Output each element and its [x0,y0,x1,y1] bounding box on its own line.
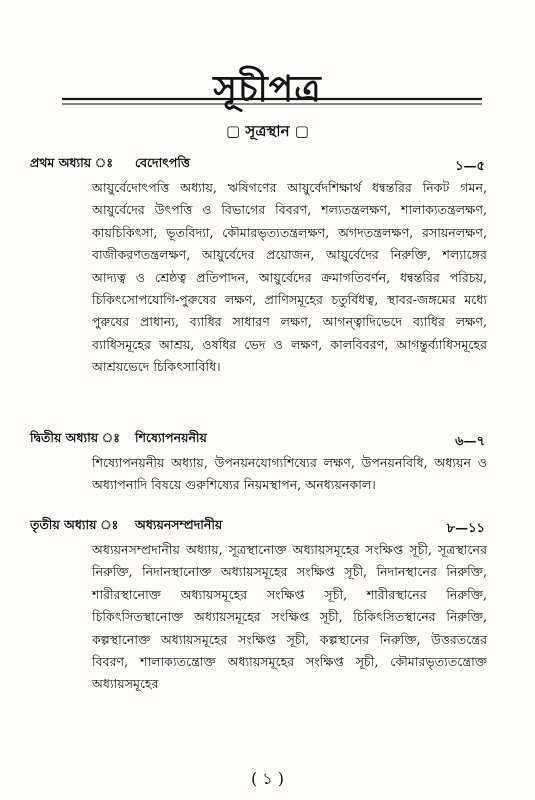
chapter-heading [0,155,535,177]
chapter-contents: শিষ্যোপনয়নীয় অধ্যায়, উপনয়নযোগ্যশিষ্যের লক্ষণ, উপনয়নবিধি, অধ্যয়ন ও অধ্যাপনাদি বিষয়ে গুরুশিষ্যের নিয়মস্থাপন, অনধ্যয়নকাল। [92,455,487,493]
chapter-page-range: ৮—১১ [446,521,485,536]
chapter-entry-1 [0,155,535,379]
chapter-topic: অধ্যয়নসম্প্রদানীয় [135,517,223,532]
chapter-label: তৃতীয় অধ্যায় ঃ [30,517,119,532]
chapter-heading [0,517,535,539]
chapter-topic: বেদোৎপত্তি [135,155,190,170]
chapter-entry-3 [0,517,535,696]
chapter-label: প্রথম অধ্যায় ঃ [30,155,113,170]
chapter-topic: শিষ্যোপনয়নীয় [135,430,207,445]
chapter-label: দ্বিতীয় অধ্যায় ঃ [30,430,120,445]
chapter-heading [0,430,535,452]
chapter-page-range: ১—৫ [455,159,485,174]
chapter-page-range: ৬—৭ [455,434,485,449]
page-title: সূচীপত্র [213,68,322,110]
section-heading: ▢ সূত্রস্থান ▢ [226,122,309,140]
title-divider [62,95,482,109]
chapter-entry-2 [0,430,535,497]
chapter-contents: অধ্যয়নসম্প্রদানীয় অধ্যায়, সূত্রস্থানোক্ত অধ্যায়সমূহের সংক্ষিপ্ত সূচী, সূত্রস্থানের নিরুক্তি, নিদানস্থানোক্ত অধ্যায়সমূহের সংক্ষিপ্ত সূচী, নিদানস্থানের নিরুক্তি, শারীরস্থানোক্ত অধ্যায়সমূহের সংক্ষিপ্ত সূচী, শারীরস্থানের নিরুক্তি, চিকিৎসিতস্থানোক্ত অধ্যায়সমূহের সংক্ষিপ্ত সূচী, চিকিৎসিতস্থানের নিরুক্তি, কল্পস্থানোক্ত অধ্যায়সমূহের সংক্ষিপ্ত সূচী, কল্পস্থানের নিরুক্তি, উত্তরতন্ত্রের বিবরণ, শালাক্যতন্ত্রোক্ত অধ্যায়সমূহের সংক্ষিপ্ত সূচী, কৌমারভৃত্যতন্ত্রোক্ত অধ্যায়সমূহের [92,542,487,692]
chapter-contents: আয়ুর্বেদোৎপত্তি অধ্যায়, ঋষিগণের আয়ুর্বেদশিক্ষার্থ ধন্বন্তরির নিকট গমন, আয়ুর্বেদের উৎপত্তি ও বিভাগের বিবরণ, শল্যতন্ত্রলক্ষণ, শালাক্যতন্ত্রলক্ষণ, কায়চিকিৎসা, ভূতবিদ্যা, কৌমারভৃত্যতন্ত্রলক্ষণ, অগদতন্ত্রলক্ষণ, রসায়নলক্ষণ, বাজীকরণতন্ত্রলক্ষণ, আয়ুর্বেদের প্রয়োজন, আয়ুর্বেদের নিরুক্তি, শল্যাঙ্গের আদ্যত্ব ও শ্রেষ্ঠত্ব প্রতিপাদন, আয়ুর্বেদের ক্রমাগতিবর্ণন, ধন্বন্তরির পরিচয়, চিকিৎসোপযোগি-পুরুষের লক্ষণ, প্রাণিসমূহের চতুর্বিধত্ব, স্থাবর-জঙ্গমের মধ্যে পুরুষের প্রাধান্য, ব্যাধির সাধারণ লক্ষণ, আগন্ত্বাদিভেদে ব্যাধির লক্ষণ, ব্যাধিসমূহের আশ্রয়, ওষধির ভেদ ও লক্ষণ, কালবিবরণ, আগন্তুর্ব্যাধিসমূহের আশ্রয়ভেদে চিকিৎসাবিধি। [92,180,487,375]
page-number: ( ১ ) [250,769,285,788]
